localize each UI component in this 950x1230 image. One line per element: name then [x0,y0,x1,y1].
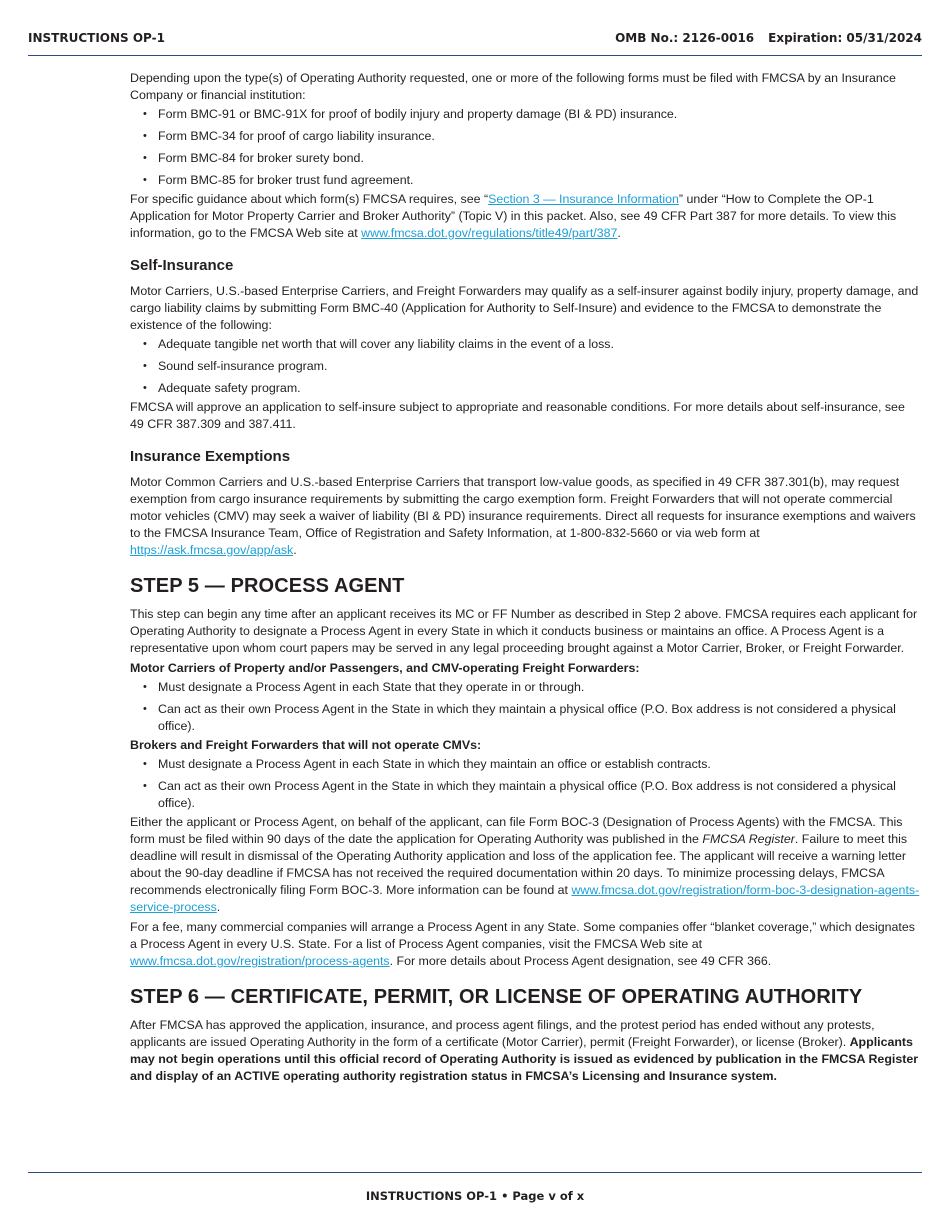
guidance-paragraph: For specific guidance about which form(s) FMCSA requires, see “Section 3 — Insurance Information” under “How to Complete the OP-1 Application for Motor Property Carrier and Broker Authority” (Topic V) in this packet. Also, see 49 CFR Part 387 for more details. To view this information, go to the FMCSA Web site at www.fmcsa.dot.gov/regulations/title49/part/387. [130,192,897,240]
list-item: • Must designate a Process Agent in each State that they operate in or through. [130,679,922,696]
insurance-forms-list [130,106,922,189]
page-footer [28,1172,922,1203]
intro-paragraph: Depending upon the type(s) of Operating Authority requested, one or more of the following forms must be filed with FMCSA by an Insurance Company or financial institution: [130,71,896,102]
footer-page-number: INSTRUCTIONS OP-1 • Page v of x [365,1189,585,1203]
list-item: • Form BMC-91 or BMC-91X for proof of bodily injury and property damage (BI & PD) insurance. [130,106,922,123]
list-item: • Sound self-insurance program. [130,358,922,375]
section-3-link[interactable]: Section 3 — Insurance Information [488,192,679,206]
page-header [28,24,922,56]
ask-fmcsa-link[interactable]: https://ask.fmcsa.gov/app/ask [130,543,294,557]
list-item: • Can act as their own Process Agent in the State in which they maintain a physical office (P.O. Box address is not considered a physical office). [130,778,922,812]
step-6-heading: STEP 6 — CERTIFICATE, PERMIT, OR LICENSE OF OPERATING AUTHORITY [130,986,863,1008]
insurance-exemptions-heading: Insurance Exemptions [130,448,291,465]
self-insurance-paragraph: Motor Carriers, U.S.-based Enterprise Carriers, and Freight Forwarders may qualify as a self-insurer against bodily injury, property damage, and cargo liability claims by submitting Form BMC-40 (Application for Authority to Self-Insure) and evidence to the FMCSA to demonstrate the existence of the following: [130,284,919,332]
list-item: • Adequate safety program. [130,380,922,397]
brokers-subheading: Brokers and Freight Forwarders that will not operate CMVs: [130,738,482,752]
boc-3-paragraph: Either the applicant or Process Agent, on behalf of the applicant, can file Form BOC-3 (Designation of Process Agents) with the FMCSA. This form must be filed within 90 days of the date the application for Operating Authority was published in the FMCSA Register. Failure to meet this deadline will result in dismissal of the Operating Authority application and loss of the application fee. The applicant will receive a warning letter about the 90-day deadline if FMCSA has not received the required documentation within 20 days. To minimize processing delays, FMCSA recommends electronically filing Form BOC-3. More information can be found at www.fmcsa.dot.gov/registration/form-boc-3-designation-agents-service-process. [130,815,920,914]
list-item: • Form BMC-85 for broker trust fund agreement. [130,172,922,189]
list-item: • Form BMC-34 for proof of cargo liability insurance. [130,128,922,145]
self-insurance-closing: FMCSA will approve an application to self-insure subject to appropriate and reasonable conditions. For more details about self-insurance, see 49 CFR 387.309 and 387.411. [130,400,905,431]
process-agent-fee-paragraph: For a fee, many commercial companies will arrange a Process Agent in any State. Some companies offer “blanket coverage,” which designates a Process Agent in every U.S. State. For a list of Process Agent companies, visit the FMCSA Web site at www.fmcsa.dot.gov/registration/process-agents. For more details about Process Agent designation, see 49 CFR 366. [130,920,915,968]
motor-carriers-subheading: Motor Carriers of Property and/or Passengers, and CMV-operating Freight Forwarders: [130,661,640,675]
step-5-heading: STEP 5 — PROCESS AGENT [130,575,405,597]
header-expiration: Expiration: 05/31/2024 [768,31,922,45]
page-content [130,70,922,1085]
part-387-link[interactable]: www.fmcsa.dot.gov/regulations/title49/part/387 [361,226,618,240]
list-item: • Can act as their own Process Agent in the State in which they maintain a physical office (P.O. Box address is not considered a physical office). [130,701,922,735]
boc-3-link[interactable]: www.fmcsa.dot.gov/registration/form-boc-3-designation-agents-service-process [130,883,920,914]
header-omb-number: OMB No.: 2126-0016 [615,31,755,45]
list-item: • Must designate a Process Agent in each State in which they maintain an office or establish contracts. [130,756,922,773]
self-insurance-list [130,336,922,397]
brokers-list [130,756,922,812]
list-item: • Form BMC-84 for broker surety bond. [130,150,922,167]
step-5-intro: This step can begin any time after an applicant receives its MC or FF Number as described in Step 2 above. FMCSA requires each applicant for Operating Authority to designate a Process Agent in every State in which it conducts business or maintains an office. A Process Agent is a representative upon whom court papers may be served in any legal proceeding brought against a Motor Carrier, Broker, or Freight Forwarder. [130,607,918,655]
self-insurance-heading: Self-Insurance [130,257,234,274]
motor-carriers-list [130,679,922,735]
step-6-paragraph: After FMCSA has approved the application, insurance, and process agent filings, and the protest period has ended without any protests, applicants are issued Operating Authority in the form of a certificate (Motor Carrier), permit (Freight Forwarder), or license (Broker). Applicants may not begin operations until this official record of Operating Authority is issued as evidenced by publication in the FMCSA Register and display of an ACTIVE operating authority registration status in FMCSA’s Licensing and Insurance system. [130,1018,919,1083]
header-form-title: INSTRUCTIONS OP-1 [28,31,165,45]
header-omb-info [615,31,922,45]
exemptions-paragraph: Motor Common Carriers and U.S.-based Enterprise Carriers that transport low-value goods, as specified in 49 CFR 387.301(b), may request exemption from cargo insurance requirements by submitting the cargo exemption form. Freight Forwarders that will not operate commercial motor vehicles (CMV) may seek a waiver of liability (BI & PD) insurance requirements. Direct all requests for insurance exemptions and waivers to the FMCSA Insurance Team, Office of Registration and Safety Information, at 1-800-832-5660 or via web form at https://ask.fmcsa.gov/app/ask. [130,475,916,557]
process-agents-link[interactable]: www.fmcsa.dot.gov/registration/process-agents [130,954,390,968]
list-item: • Adequate tangible net worth that will cover any liability claims in the event of a loss. [130,336,922,353]
